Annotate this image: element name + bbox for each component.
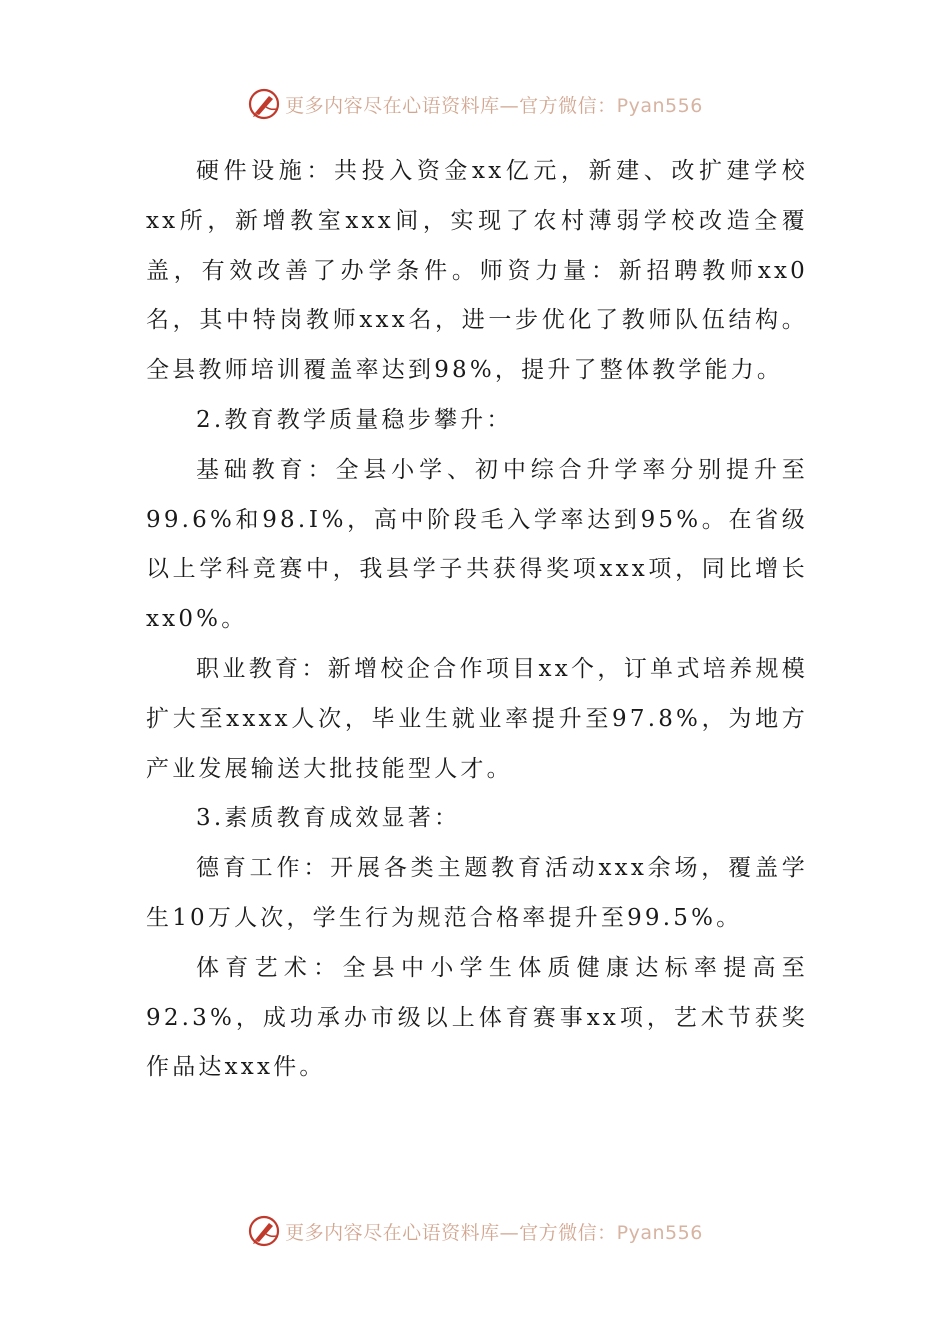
paragraph-hardware: 硬件设施：共投入资金xx亿元，新建、改扩建学校xx所，新增教室xxx间，实现了农村薄弱学校改造全覆盖，有效改善了办学条件。师资力量：新招聘教师xx0名，其中特岗教师xxx名，进一步优化了教师队伍结构。全县教师培训覆盖率达到98%，提升了整体教学能力。 — [146, 158, 808, 384]
paragraph-moral-education: 德育工作：开展各类主题教育活动xxx余场，覆盖学生10万人次，学生行为规范合格率提升至99.5%。 — [146, 855, 808, 931]
footer-promo-text: 更多内容尽在心语资料库—官方微信： — [285, 1221, 617, 1244]
heading-quality-education: 3.素质教育成效显著： — [196, 805, 461, 832]
paragraph-sports-arts: 体育艺术：全县中小学生体质健康达标率提高至92.3%，成功承办市级以上体育赛事xx项，艺术节获奖作品达xxx件。 — [146, 954, 808, 1081]
footer-promo-handle: Pyan556 — [616, 1221, 703, 1244]
footer-watermark — [0, 1209, 950, 1253]
pen-logo-icon — [247, 1214, 281, 1248]
document-body — [146, 147, 808, 1093]
header-promo-handle: Pyan556 — [616, 94, 703, 117]
header-promo-text: 更多内容尽在心语资料库—官方微信： — [285, 94, 617, 117]
paragraph-basic-education: 基础教育：全县小学、初中综合升学率分别提升至99.6%和98.Ⅰ%，高中阶段毛入学率达到95%。在省级以上学科竞赛中，我县学子共获得奖项xxx项，同比增长xx0%。 — [146, 456, 808, 633]
paragraph-vocational-education: 职业教育：新增校企合作项目xx个，订单式培养规模扩大至xxxx人次，毕业生就业率提升至97.8%，为地方产业发展输送大批技能型人才。 — [146, 655, 808, 782]
pen-logo-icon — [247, 87, 281, 121]
heading-teaching-quality: 2.教育教学质量稳步攀升： — [196, 406, 513, 433]
header-watermark — [0, 82, 950, 126]
